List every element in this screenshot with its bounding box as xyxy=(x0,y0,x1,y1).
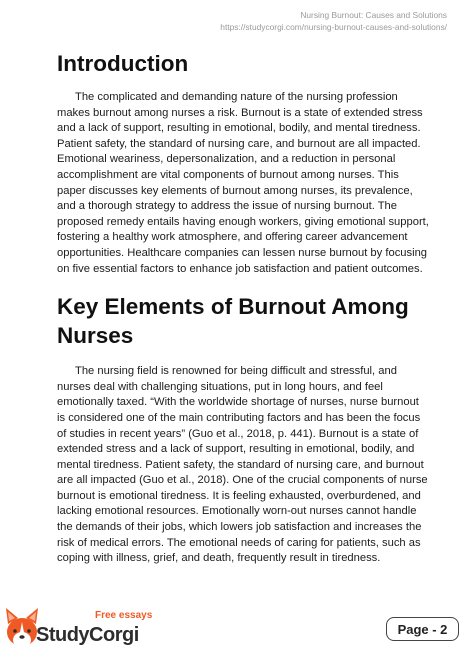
document-url[interactable]: https://studycorgi.com/nursing-burnout-causes-and-solutions/ xyxy=(220,22,447,32)
section-heading-introduction: Introduction xyxy=(57,51,189,76)
page-header xyxy=(220,9,447,33)
section-heading-key-elements: Key Elements of Burnout Among Nurses xyxy=(57,294,409,349)
footer-tagline: Free essays xyxy=(95,610,153,621)
page-number-badge xyxy=(386,617,459,641)
document-body xyxy=(57,48,429,567)
section-paragraph-introduction: The complicated and demanding nature of the nursing profession makes burnout among nurses a risk. Burnout is a state of extended stress and a lack of support, resulting in emotional, bodily, and mental tiredness. Patient safety, the standard of nursing care, and burnout are all impacted. Emotional weariness, depersonalization, and a reduction in personal accomplishment are vital components of burnout among nurses. This paper discusses key elements of burnout among nurses, its prevalence, and a thorough strategy to address the issue of nursing burnout. The proposed remedy entails having enough workers, giving emotional support, fostering a healthy work atmosphere, and offering career advancement opportunities. Healthcare companies can lessen nurse burnout by focusing on five essential factors to enhance job satisfaction and patient outcomes. xyxy=(57,91,429,275)
page-number-label: Page - 2 xyxy=(397,621,448,637)
brand-logo-text[interactable]: StudyCorgi xyxy=(36,624,139,646)
section-paragraph-key-elements: The nursing field is renowned for being difficult and stressful, and nurses deal with challenging situations, put in long hours, and feel emotionally taxed. “With the worldwide shortage of nurses, nurse burnout is considered one of the main contributing factors and has been the focus of studies in recent years” (Guo et al., 2018, p. 441). Burnout is a state of extended stress and a lack of support, resulting in emotional, bodily, and mental tiredness. Patient safety, the standard of nursing care, and burnout are all impacted (Guo et al., 2018). One of the crucial components of nurse burnout is emotional tiredness. It is feeling exhausted, overburdened, and lacking emotional resources. Emotionally worn-out nurses cannot handle the demands of their jobs, which lowers job satisfaction and increases the risk of medical errors. The emotional needs of caring for patients, such as coping with illness, grief, and death, frequently result in tiredness. xyxy=(57,365,428,565)
page-footer xyxy=(0,600,474,654)
document-title: Nursing Burnout: Causes and Solutions xyxy=(300,10,447,20)
